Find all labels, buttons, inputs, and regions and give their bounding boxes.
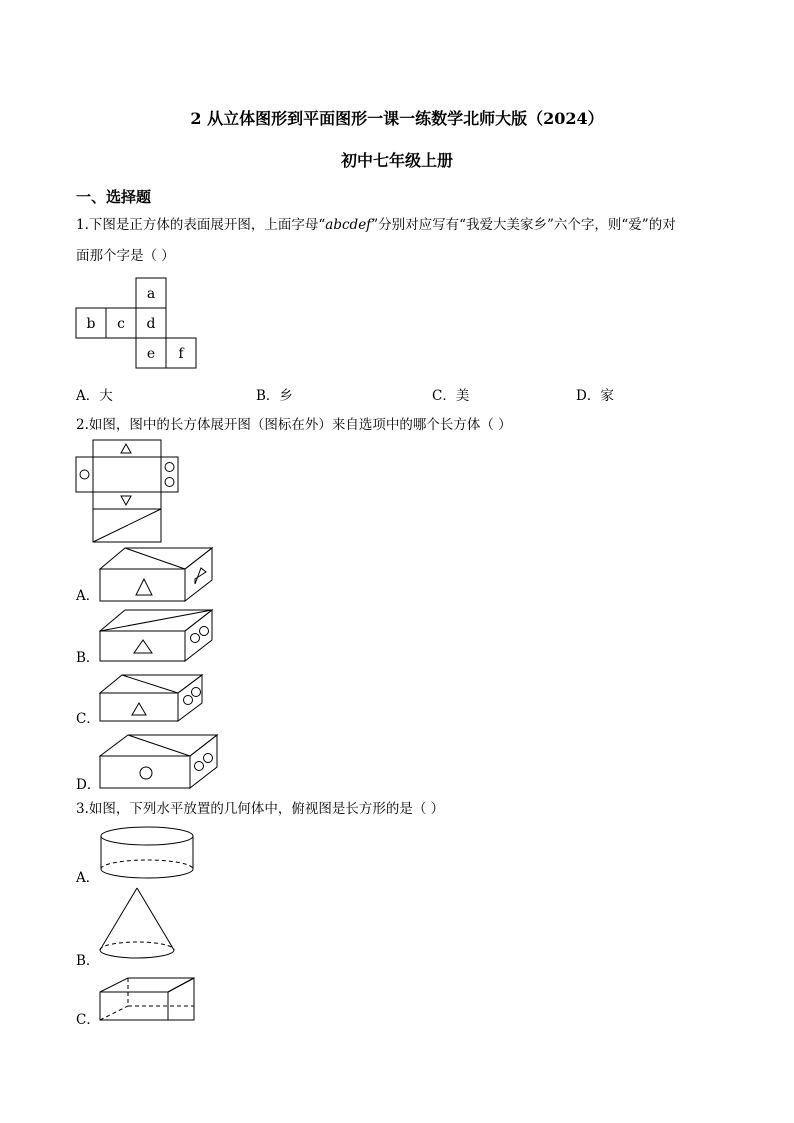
q2-option-d-label[interactable]: D． xyxy=(76,777,101,793)
net-cell-d: d xyxy=(146,316,156,332)
q1-option-c[interactable]: C．美 xyxy=(432,388,470,404)
q3-option-a-cylinder xyxy=(100,826,195,882)
net-cell-b: b xyxy=(86,316,96,332)
q2-option-a-figure xyxy=(100,546,215,602)
question-1-text-line2: 面那个字是（ ） xyxy=(76,248,175,264)
q2-option-a-label[interactable]: A． xyxy=(76,588,100,604)
q2-option-b-label[interactable]: B． xyxy=(76,650,100,666)
q2-option-b-figure xyxy=(100,608,215,664)
net-cell-f: f xyxy=(178,346,184,362)
q1-letters: abcdef xyxy=(325,217,372,233)
question-3-text: 3.如图，下列水平放置的几何体中，俯视图是长方形的是（ ） xyxy=(76,801,445,817)
q2-option-c-figure xyxy=(100,673,205,723)
q3-option-c-label[interactable]: C． xyxy=(76,1012,100,1028)
q1-option-a[interactable]: A．大 xyxy=(76,388,113,404)
net-cell-c: c xyxy=(117,316,125,332)
page-subtitle: 初中七年级上册 xyxy=(340,151,453,170)
page-title: 2 从立体图形到平面图形一课一练数学北师大版（2024） xyxy=(190,109,604,128)
q3-option-c-prism xyxy=(100,976,197,1024)
q2-option-c-label[interactable]: C． xyxy=(76,711,100,727)
q1-text-before: 1.下图是正方体的表面展开图，上面字母“ xyxy=(76,217,326,233)
q3-option-b-label[interactable]: B． xyxy=(76,953,100,969)
net-cell-e: e xyxy=(146,346,156,362)
section-heading: 一、选择题 xyxy=(76,188,152,206)
q3-option-a-label[interactable]: A． xyxy=(76,870,100,886)
net-cell-a: a xyxy=(146,286,156,302)
q3-option-b-cone xyxy=(99,888,179,964)
q1-option-b[interactable]: B．乡 xyxy=(256,388,293,404)
q1-cube-net xyxy=(76,278,196,368)
q1-text-after: ”分别对应写有“我爱大美家乡”六个字，则“爱”的对 xyxy=(371,217,676,233)
q1-option-d[interactable]: D．家 xyxy=(576,388,614,404)
question-1-text xyxy=(76,215,726,236)
question-2-text: 2.如图，图中的长方体展开图（图标在外）来自选项中的哪个长方体（ ） xyxy=(76,417,512,433)
q2-option-d-figure xyxy=(100,733,220,789)
